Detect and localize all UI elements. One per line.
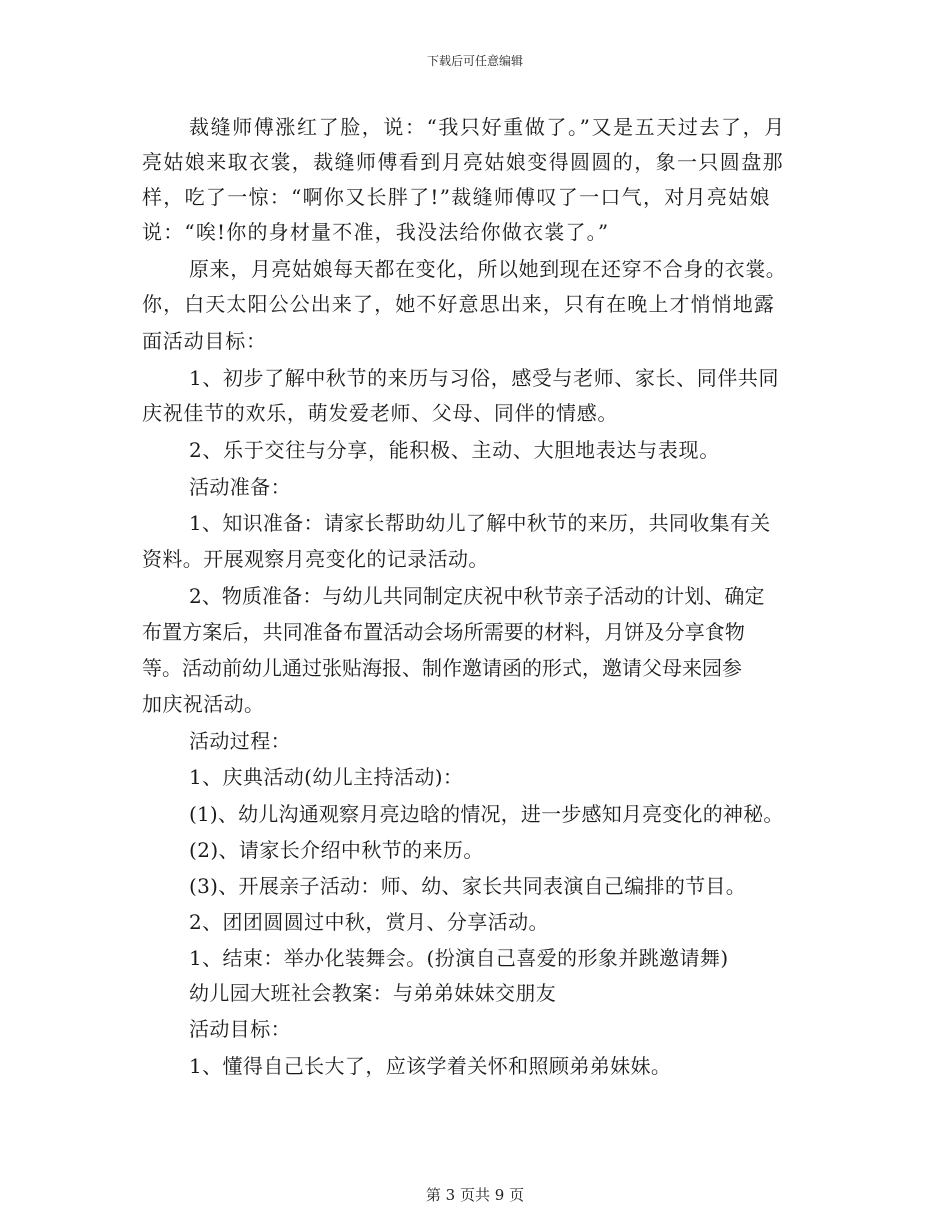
text-line: 活动过程： xyxy=(189,729,291,753)
text-line: 1、庆典活动(幼儿主持活动)： xyxy=(189,765,464,789)
text-line: 资料。开展观察月亮变化的记录活动。 xyxy=(142,547,489,571)
text-line: (3)、开展亲子活动：师、幼、家长共同表演自己编排的节目。 xyxy=(189,874,747,898)
text-line: 亮姑娘来取衣裳，裁缝师傅看到月亮姑娘变得圆圆的，象一只圆盘那 xyxy=(142,150,784,174)
text-line: 你，白天太阳公公出来了，她不好意思出来，只有在晚上才悄悄地露 xyxy=(142,292,775,316)
text-line: 布置方案后，共同准备布置活动会场所需要的材料，月饼及分享食物 xyxy=(142,620,745,644)
page-footer: 第 3 页共 9 页 xyxy=(425,1186,525,1204)
text-line: 庆祝佳节的欢乐，萌发爱老师、父母、同伴的情感。 xyxy=(142,401,619,425)
text-line: 加庆祝活动。 xyxy=(142,692,265,716)
text-line: 1、结束：举办化装舞会。(扮演自己喜爱的形象并跳邀请舞) xyxy=(189,946,729,970)
text-line: (2)、请家长介绍中秋节的来历。 xyxy=(189,838,484,862)
text-line: 1、懂得自己长大了，应该学着关怀和照顾弟弟妹妹。 xyxy=(189,1054,672,1078)
text-line: 2、团团圆圆过中秋，赏月、分享活动。 xyxy=(189,910,549,934)
text-line: 幼儿园大班社会教案：与弟弟妹妹交朋友 xyxy=(189,981,557,1005)
page-header: 下载后可任意编辑 xyxy=(426,54,523,68)
text-line: 等。活动前幼儿通过张贴海报、制作邀请函的形式，邀请父母来园参 xyxy=(142,656,742,680)
text-line: 2、物质准备：与幼儿共同制定庆祝中秋节亲子活动的计划、确定 xyxy=(189,584,765,608)
text-line: 样，吃了一惊：“啊你又长胖了!”裁缝师傅叹了一口气，对月亮姑娘 xyxy=(142,185,771,209)
text-line: 1、知识准备：请家长帮助幼儿了解中秋节的来历，共同收集有关 xyxy=(189,511,771,535)
text-line: 活动目标： xyxy=(189,1017,291,1041)
text-line: (1)、幼儿沟通观察月亮边晗的情况，进一步感知月亮变化的神秘。 xyxy=(189,802,784,826)
text-line: 2、乐于交往与分享，能积极、主动、大胆地表达与表现。 xyxy=(189,438,720,462)
text-line: 面活动目标： xyxy=(142,329,267,353)
text-line: 原来，月亮姑娘每天都在变化，所以她到现在还穿不合身的衣裳。 xyxy=(189,257,787,281)
text-line: 说：“唉!你的身材量不准，我没法给你做衣裳了。” xyxy=(142,220,610,244)
text-line: 裁缝师傅涨红了脸，说：“我只好重做了。”又是五天过去了，月 xyxy=(189,115,786,139)
text-line: 1、初步了解中秋节的来历与习俗，感受与老师、家长、同伴共同 xyxy=(189,366,780,390)
text-line: 活动准备： xyxy=(189,475,291,499)
